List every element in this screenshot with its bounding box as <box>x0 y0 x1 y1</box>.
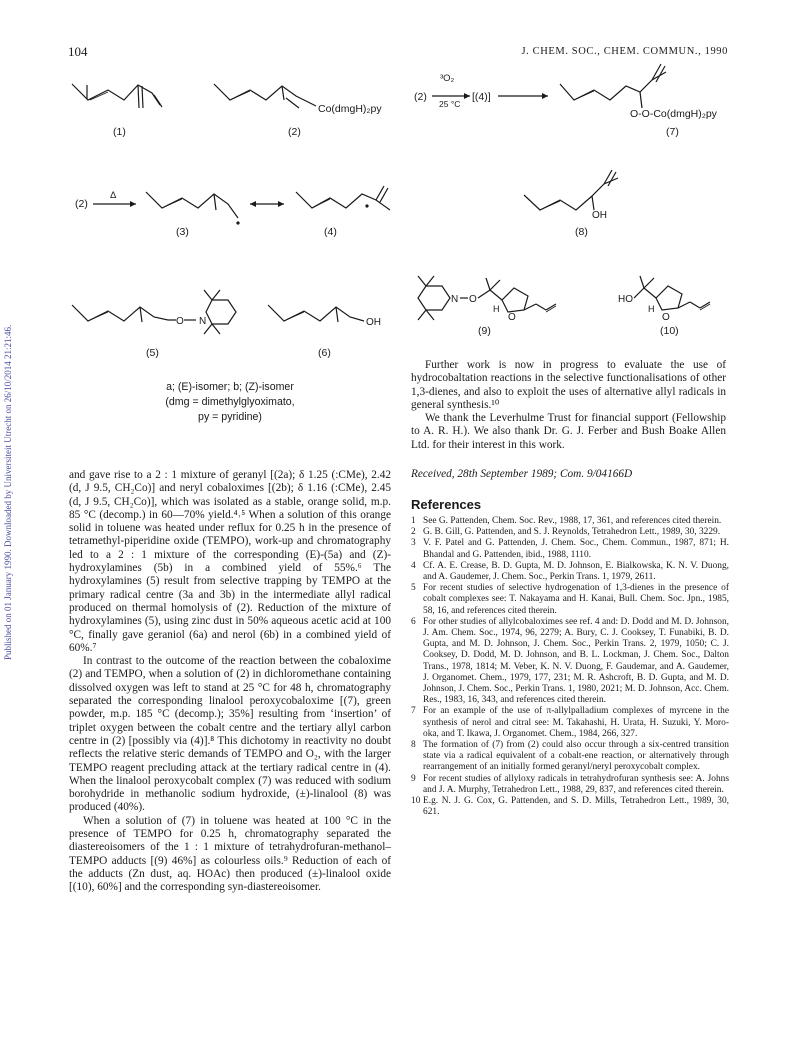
reference-number: 8 <box>411 740 416 751</box>
atom-o-5: O <box>176 316 184 327</box>
body-paragraph: When a solution of (7) in toluene was heated at 100 °C in the presence of TEMPO for 0.25 h, chromatography separated the diastereoisomers of the 1 : 1 mixture of tetrahydrofuran-methanol–TEMPO adducts [(9) 46%] as colourless oils.⁹ Reduction of each of the adducts (Zn dust, aq. HOAc) then produced (±)-linalool oxide [(10), 60%] and the corresponding syn-diastereoisomer. <box>69 814 391 894</box>
arrow-start-2: (2) <box>414 91 427 103</box>
right-column <box>411 359 726 452</box>
reference-number: 4 <box>411 560 416 571</box>
legend-py: py = pyridine) <box>198 411 262 423</box>
label-6: (6) <box>318 347 331 359</box>
reference-text: For recent studies of allyloxy radicals in tetrahydrofuran synthesis see: A. Johns and J. A. Murphy, Tetrahedron Lett., 1988, 29, 837, and references cited therein. <box>423 773 729 795</box>
structure-4 <box>296 186 390 210</box>
reference-item <box>411 538 729 560</box>
label-10: (10) <box>660 325 679 337</box>
reference-text: V. F. Patel and G. Pattenden, J. Chem. Soc., Chem. Commun., 1987, 871; H. Bhandal and G. Pattenden, ibid., 1988, 1110. <box>423 538 729 560</box>
reference-item <box>411 617 729 707</box>
reagent-oxygen: ³O₂ <box>440 73 455 84</box>
label-3: (3) <box>176 226 189 238</box>
reference-text: The formation of (7) from (2) could also occur through a six-centred transition state via a radical equivalent of a cobalt-ene reaction, or alternatively through rearrangement of an initially formed geranyl/neryl peroxycobalt complex. <box>423 740 729 773</box>
label-5: (5) <box>146 347 159 359</box>
page-number: 104 <box>68 44 88 59</box>
legend-isomers: a; (E)-isomer; b; (Z)-isomer <box>166 381 294 393</box>
structure-7 <box>560 64 666 108</box>
reference-number: 7 <box>411 706 416 717</box>
structure-6 <box>268 305 364 322</box>
atom-h-9: H <box>493 304 500 314</box>
reference-number: 2 <box>411 527 416 538</box>
reference-text: E.g. N. J. G. Cox, G. Pattenden, and S. D. Mills, Tetrahedron Lett., 1989, 30, 621. <box>423 796 729 818</box>
reference-item <box>411 516 729 527</box>
hydroxyl-6: OH <box>366 317 381 328</box>
structure-3 <box>146 192 240 225</box>
received-date: Received, 28th September 1989; Com. 9/04166D <box>411 468 633 480</box>
hydroxyl-8: OH <box>592 210 607 221</box>
reference-text: For recent studies of selective hydrogenation of 1,3-dienes in the presence of cobalt complexes see: T. Nakayama and H. Kanai, Bull. Chem. Soc. Jpn., 1985, 58, 16, and references cited therein. <box>423 583 729 616</box>
reference-item <box>411 583 729 617</box>
reagent-temperature: 25 °C <box>439 99 461 109</box>
reference-item <box>411 527 729 538</box>
scheme-legend <box>140 380 320 425</box>
reference-item <box>411 740 729 774</box>
structure-1 <box>72 84 162 108</box>
label-9: (9) <box>478 325 491 337</box>
reference-number: 10 <box>411 796 421 807</box>
body-paragraph: In contrast to the outcome of the reaction between the cobaloxime (2) and TEMPO, when a solution of (2) in dichloromethane containing dissolved oxygen was left to stand at 25 °C for 48 h, chromatography separated the corresponding linalool peroxycobaloxime [(7), green powder, m.p. 185 °C (decomp.); 35%] resulting from ‘insertion’ of triplet oxygen between the cobalt centre and the tertiary allyl carbon centre in (2) [possibly via (4)].⁸ This dichotomy in reactivity no doubt reflects the relative steric demands of TEMPO and O₂, with the larger TEMPO reagent precluding attack at the tertiary radical centre in (4). When the linalool peroxycobalt complex (7) was reduced with sodium borohydride in methanolic sodium hydroxide, (±)-linalool (8) was produced (40%). <box>69 655 391 814</box>
cobalt-group-2: Co(dmgH)₂py <box>318 103 382 115</box>
label-1: (1) <box>113 126 126 138</box>
body-paragraph: and gave rise to a 2 : 1 mixture of geranyl [(2a); δ 1.25 (:CMe), 2.42 (d, J 9.5, CH₂Co)] and neryl cobaloximes [(2b); δ 1.16 (:CMe), 2.45 (d, J 9.5, CH₂Co)], which was isolated as a stable, orange solid, m.p. 85 °C (decomp.) in 60—70% yield.⁴˒⁵ When a solution of this orange solid in toluene was heated under reflux for 0.25 h in the presence of tetramethyl-piperidine oxide (TEMPO), work-up and chromatography led to a 2 : 1 mixture of the corresponding (E)-(5a) and (Z)-hydroxylamines (5b) in a combined yield of 55%.⁶ The hydroxylamines (5) result from selective trapping by TEMPO at the primary radical centre (3a and 3b) in the intermediate allyl radical produced on thermal homolysis of (2). Reduction of the mixture of hydroxylamines (5), using zinc dust in 50% aqueous acetic acid at 100 °C, finally gave geraniol (6a) and nerol (6b) in a combined yield of 60%.⁷ <box>69 469 391 654</box>
references-heading: References <box>411 497 482 512</box>
body-paragraph: Further work is now in progress to evaluate the use of hydrocobaltation reactions in the selective functionalisations of other 1,3-dienes, and also to exploit the uses of alternative allyl radicals in general synthesis.¹⁰ <box>411 359 726 411</box>
reference-number: 5 <box>411 583 416 594</box>
reference-text: For other studies of allylcobaloximes see ref. 4 and: D. Dodd and M. D. Johnson, J. Am. Chem. Soc., 1974, 96, 2279; A. Bury, C. J. Cooksey, T. Funabiki, B. D. Gupta, and M. D. Johnson, J. Chem. Soc., Perkin Trans. 2, 1979, 1050; C. J. Cooksey, D. Dodd, M. D. Johnson, and B. L. Lockman, J. Chem. Soc., Dalton Trans., 1978, 1814; M. Veber, K. N. V. Duong, F. Gaudemar, and A. Gaudemer, J. Organomet. Chem., 1979, 177, 231; M. R. Ashcroft, B. D. Gupta, and M. D. Johnson, J. Chem. Soc., Perkin Trans. 1, 1980, 2021; M. D. Johnson, Acc. Chem. Res., 1983, 16, 343, and references cited therein. <box>423 616 729 706</box>
label-7: (7) <box>666 126 679 138</box>
reference-item <box>411 706 729 740</box>
reference-text: G. B. Gill, G. Pattenden, and S. J. Reynolds, Tetrahedron Lett., 1989, 30, 3229. <box>423 527 721 538</box>
structure-5 <box>72 290 236 334</box>
running-head: J. CHEM. SOC., CHEM. COMMUN., 1990 <box>521 46 728 57</box>
reference-number: 6 <box>411 616 416 627</box>
reference-text: See G. Pattenden, Chem. Soc. Rev., 1988, 17, 361, and references cited therein. <box>423 516 722 526</box>
structure-10 <box>634 276 710 310</box>
label-4: (4) <box>324 226 337 238</box>
reference-item <box>411 561 729 583</box>
peroxy-group-7: O-O-Co(dmgH)₂py <box>630 108 717 120</box>
reference-number: 9 <box>411 773 416 784</box>
left-column <box>69 469 391 895</box>
atom-n-5: N <box>199 316 207 327</box>
atom-n-9: N <box>451 294 459 305</box>
intermediate-4: [(4)] <box>472 91 491 103</box>
reference-text: Cf. A. E. Crease, B. D. Gupta, M. D. Johnson, E. Bialkowska, K. N. V. Duong, and A. Gaudemer, J. Chem. Soc., Perkin Trans. 1, 1979, 2611. <box>423 560 729 583</box>
structure-9 <box>418 276 556 320</box>
heat-start-2: (2) <box>75 198 88 210</box>
legend-dmg: (dmg = dimethylglyoximato, <box>165 396 295 408</box>
acknowledgements: We thank the Leverhulme Trust for financial support (Fellowship to A. R. H.). We also thank Dr. G. J. Ferber and Bush Boake Allen Ltd. for their interest in this work. <box>411 412 726 451</box>
label-8: (8) <box>575 226 588 238</box>
structure-8 <box>524 170 618 210</box>
reference-item <box>411 796 729 818</box>
download-watermark: Published on 01 January 1990. Downloaded by Universiteit Utrecht on 26/10/2014 21:21:46. <box>3 324 13 660</box>
ring-o-10: O <box>662 312 670 323</box>
heat-symbol: Δ <box>110 190 117 201</box>
atom-h-10: H <box>648 304 655 314</box>
ring-o-9: O <box>508 312 516 323</box>
reference-item <box>411 774 729 796</box>
label-2: (2) <box>288 126 301 138</box>
structure-2 <box>214 84 316 108</box>
reference-number: 3 <box>411 538 416 549</box>
references-list <box>411 516 729 818</box>
atom-o-9: O <box>469 294 477 305</box>
hydroxyl-10: HO <box>618 294 633 305</box>
reference-text: For an example of the use of π-allylpalladium complexes of myrcene in the synthesis of nerol and citral see: M. Takahashi, H. Urata, H. Suzuki, Y. Moro-oka, and T. Ikawa, J. Organomet. Chem., 1984, 266, 327. <box>423 706 729 739</box>
reference-number: 1 <box>411 516 416 526</box>
